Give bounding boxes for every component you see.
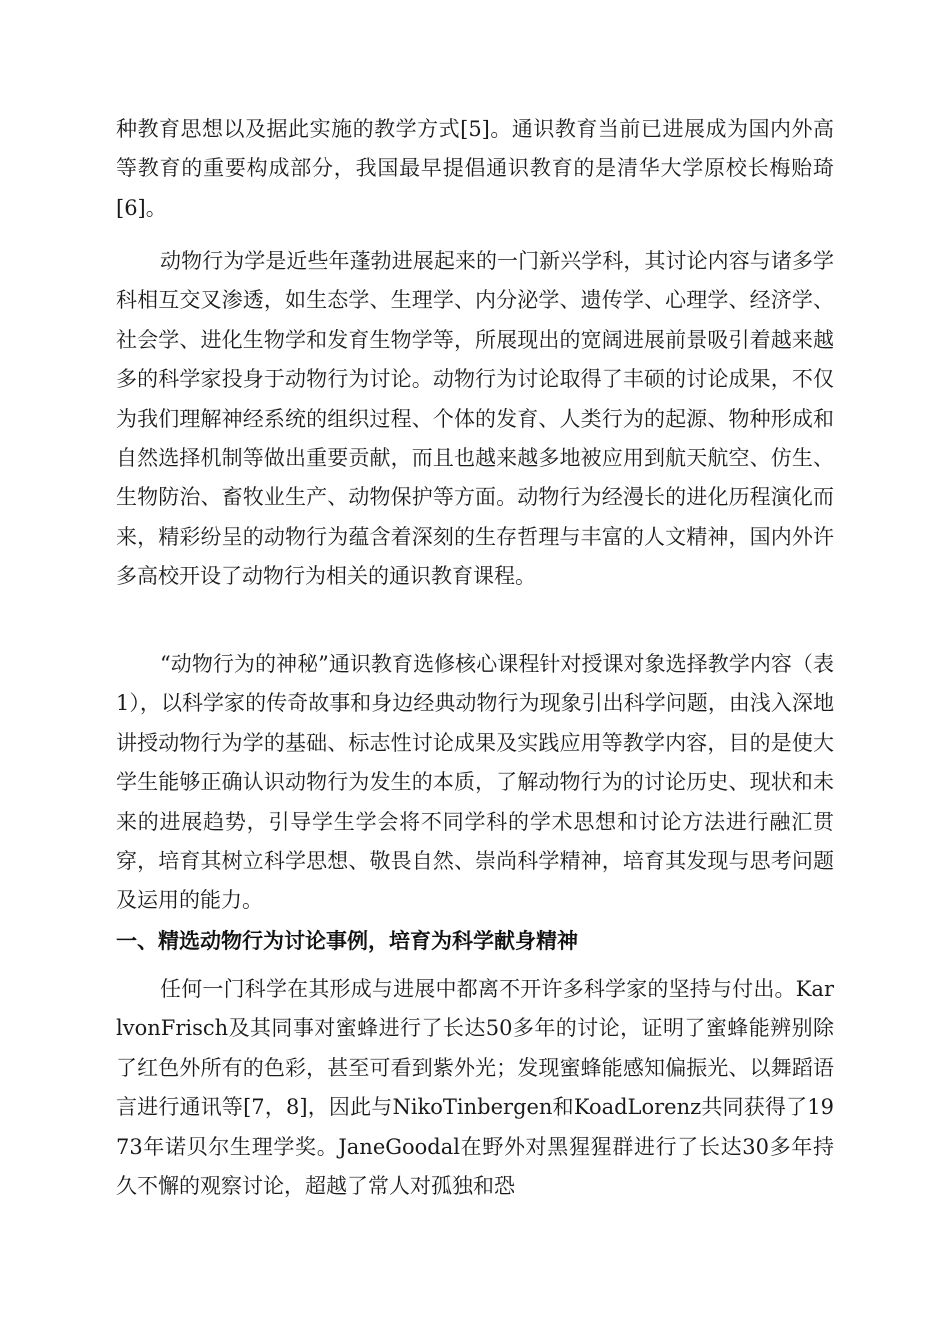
section-heading: 一、精选动物行为讨论事例，培育为科学献身精神 [116,929,578,953]
paragraph-course-content: “动物行为的神秘”通识教育选修核心课程针对授课对象选择教学内容（表1），以科学家的传奇故事和身边经典动物行为现象引出科学问题，由浅入深地讲授动物行为学的基础、标志性讨论成果及实践应用等教学内容，目的是使大学生能够正确认识动物行为发生的本质，了解动物行为的讨论历史、现状和未来的进展趋势，引导学生学会将不同学科的学术思想和讨论方法进行融汇贯穿，培育其树立科学思想、敬畏自然、崇尚科学精神，培育其发现与思考问题及运用的能力。 [116,652,834,913]
paragraph-scientists: 任何一门科学在其形成与进展中都离不开许多科学家的坚持与付出。KarlvonFrisch及其同事对蜜蜂进行了长达50多年的讨论，证明了蜜蜂能辨别除了红色外所有的色彩，甚至可看到紫外光；发现蜜蜂能感知偏振光、以舞蹈语言进行通讯等[7，8]，因此与NikoTinbergen和KoadLorenz共同获得了1973年诺贝尔生理学奖。JaneGoodal在野外对黑猩猩群进行了长达30多年持久不懈的观察讨论，超越了常人对孤独和恐 [116,977,834,1199]
paragraph-animal-behavior-intro: 动物行为学是近些年蓬勃进展起来的一门新兴学科，其讨论内容与诸多学科相互交叉渗透，如生态学、生理学、内分泌学、遗传学、心理学、经济学、社会学、进化生物学和发育生物学等，所展现出的宽阔进展前景吸引着越来越多的科学家投身于动物行为讨论。动物行为讨论取得了丰硕的讨论成果，不仅为我们理解神经系统的组织过程、个体的发育、人类行为的起源、物种形成和自然选择机制等做出重要贡献，而且也越来越多地被应用到航天航空、仿生、生物防治、畜牧业生产、动物保护等方面。动物行为经漫长的进化历程演化而来，精彩纷呈的动物行为蕴含着深刻的生存哲理与丰富的人文精神，国内外许多高校开设了动物行为相关的通识教育课程。 [116,249,834,589]
paragraph-continuation: 种教育思想以及据此实施的教学方式[5]。通识教育当前已进展成为国内外高等教育的重要构成部分，我国最早提倡通识教育的是清华大学原校长梅贻琦[6]。 [116,117,834,220]
